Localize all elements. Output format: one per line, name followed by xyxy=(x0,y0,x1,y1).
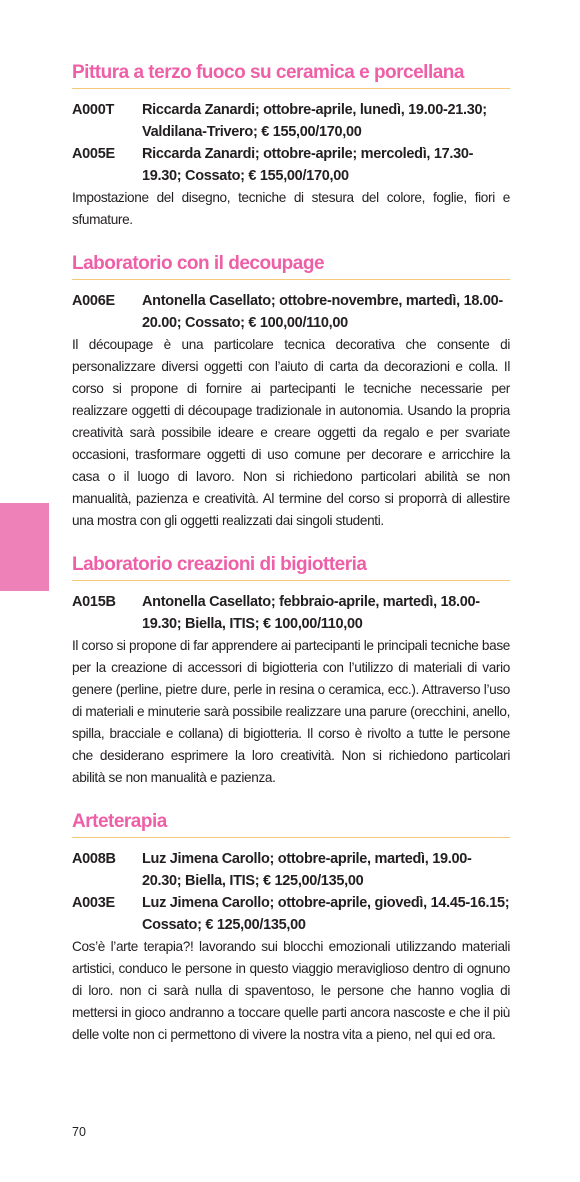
section-pittura xyxy=(72,62,510,231)
section-bigiotteria xyxy=(72,554,510,789)
course-entry xyxy=(72,99,510,143)
course-description: Impostazione del disegno, tecniche di stesura del colore, foglie, fiori e sfumature. xyxy=(72,190,510,227)
course-info: Antonella Casellato; ottobre-novembre, martedì, 18.00-20.00; Cossato; € 100,00/110,00 xyxy=(142,293,503,331)
section-title: Laboratorio con il decoupage xyxy=(72,253,510,280)
course-info: Luz Jimena Carollo; ottobre-aprile, martedì, 19.00-20.30; Biella, ITIS; € 125,00/135,00 xyxy=(142,851,472,889)
course-description: Il corso si propone di far apprendere ai partecipanti le principali tecniche base per la creazione di accessori di bigiotteria con l’utilizzo di materiali di vario genere (perline, pietre dure, perle in resina o ceramica, ecc.). Attraverso l’uso di materiali e minuterie sarà possibile realizzare una parure (orecchini, anello, spilla, bracciale e collana) di bigiotteria. Il corso è rivolto a tutte le persone che desiderano esprimere la loro creatività. Non si richiedono particolari abilità se non manualità e pazienza. xyxy=(72,638,510,785)
course-code: A006E xyxy=(72,293,115,309)
page-content xyxy=(72,62,510,1068)
course-code: A003E xyxy=(72,895,115,911)
course-entry xyxy=(72,848,510,892)
course-entry xyxy=(72,591,510,635)
section-decoupage xyxy=(72,253,510,532)
course-info: Riccarda Zanardi; ottobre-aprile, lunedì, 19.00-21.30; Valdilana-Trivero; € 155,00/170,00 xyxy=(142,102,487,140)
course-code: A005E xyxy=(72,146,115,162)
course-entry xyxy=(72,143,510,187)
page-number: 70 xyxy=(72,1125,86,1139)
course-description: Il découpage è una particolare tecnica decorativa che consente di personalizzare diversi oggetti con l’aiuto di carta da decorazioni e colla. Il corso si propone di fornire ai partecipanti le tecniche necessarie per realizzare oggetti di découpage tradizionale in autonomia. Usando la propria creatività sarà possibile ideare e creare oggetti da regalo e per svariate occasioni, trasformare oggetti di uso comune per decorare e arricchire la casa o il luogo di lavoro. Non si richiedono particolari abilità se non manualità, pazienza e creatività. Al termine del corso si proporrà di allestire una mostra con gli oggetti realizzati dai singoli studenti. xyxy=(72,337,510,528)
course-code: A000T xyxy=(72,102,115,118)
course-entry xyxy=(72,892,510,936)
course-info: Riccarda Zanardi; ottobre-aprile; mercoledì, 17.30-19.30; Cossato; € 155,00/170,00 xyxy=(142,146,474,184)
course-info: Antonella Casellato; febbraio-aprile, martedì, 18.00-19.30; Biella, ITIS; € 100,00/110,00 xyxy=(142,594,480,632)
section-arteterapia xyxy=(72,811,510,1046)
course-code: A008B xyxy=(72,851,116,867)
section-title: Pittura a terzo fuoco su ceramica e porcellana xyxy=(72,62,510,89)
section-title: Arteterapia xyxy=(72,811,510,838)
section-tab-marker xyxy=(0,503,49,591)
section-title: Laboratorio creazioni di bigiotteria xyxy=(72,554,510,581)
course-entry xyxy=(72,290,510,334)
course-info: Luz Jimena Carollo; ottobre-aprile, giovedì, 14.45-16.15; Cossato; € 125,00/135,00 xyxy=(142,895,510,933)
course-code: A015B xyxy=(72,594,116,610)
course-description: Cos’è l’arte terapia?! lavorando sui blocchi emozionali utilizzando materiali artistici, conduco le persone in questo viaggio meraviglioso dentro di ognuno di loro. non ci sarà nulla di spaventoso, le persone che hanno voglia di mettersi in gioco andranno a toccare quelle parti ancora nascoste e che il più delle volte non ci permettono di vivere la nostra vita a pieno, nel qui ed ora. xyxy=(72,939,510,1042)
